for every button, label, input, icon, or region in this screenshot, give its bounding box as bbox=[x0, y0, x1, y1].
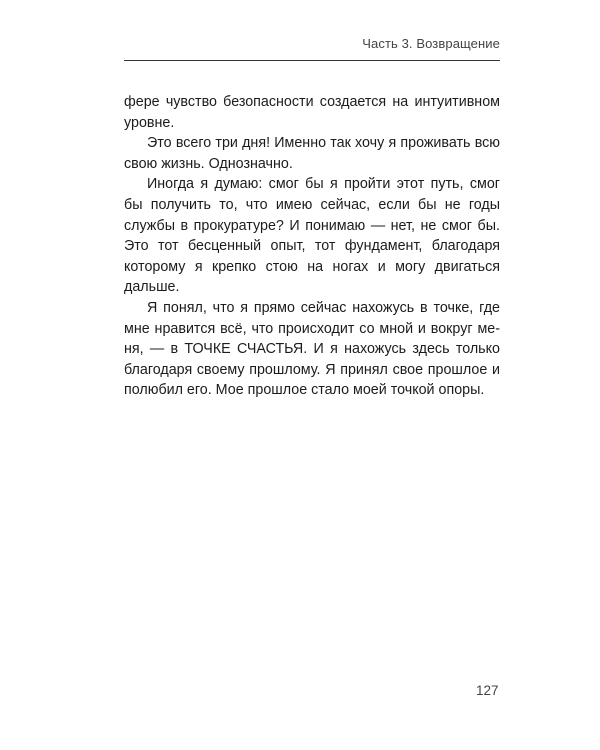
paragraph-continued: фере чувство безопасности создается на интуитивном уровне. bbox=[124, 94, 500, 131]
paragraph: Это всего три дня! Именно так хочу я проживать всю свою жизнь. Однозначно. bbox=[124, 135, 500, 172]
body-text bbox=[124, 92, 500, 401]
paragraph: Иногда я думаю: смог бы я пройти этот путь, смог бы получить то, что имею сейчас, если бы не годы службы в прокуратуре? И понимаю — нет, не смог бы. Это тот бесценный опыт, тот фундамент, благодаря которому я крепко стою на ногах и могу двигаться дальше. bbox=[124, 176, 500, 296]
paragraph: Я понял, что я прямо сейчас нахожусь в точке, где мне нравится всё, что происходит со мной и вокруг меня, — в ТОЧКЕ СЧАСТЬЯ. И я нахожусь здесь только благодаря своему прошлому. Я принял свое прошлое и полюбил его. Мое прошлое стало моей точкой опоры. bbox=[124, 299, 500, 399]
page-number: 127 bbox=[476, 683, 499, 698]
running-header: Часть 3. Возвращение bbox=[362, 36, 500, 51]
header-divider bbox=[124, 60, 500, 61]
